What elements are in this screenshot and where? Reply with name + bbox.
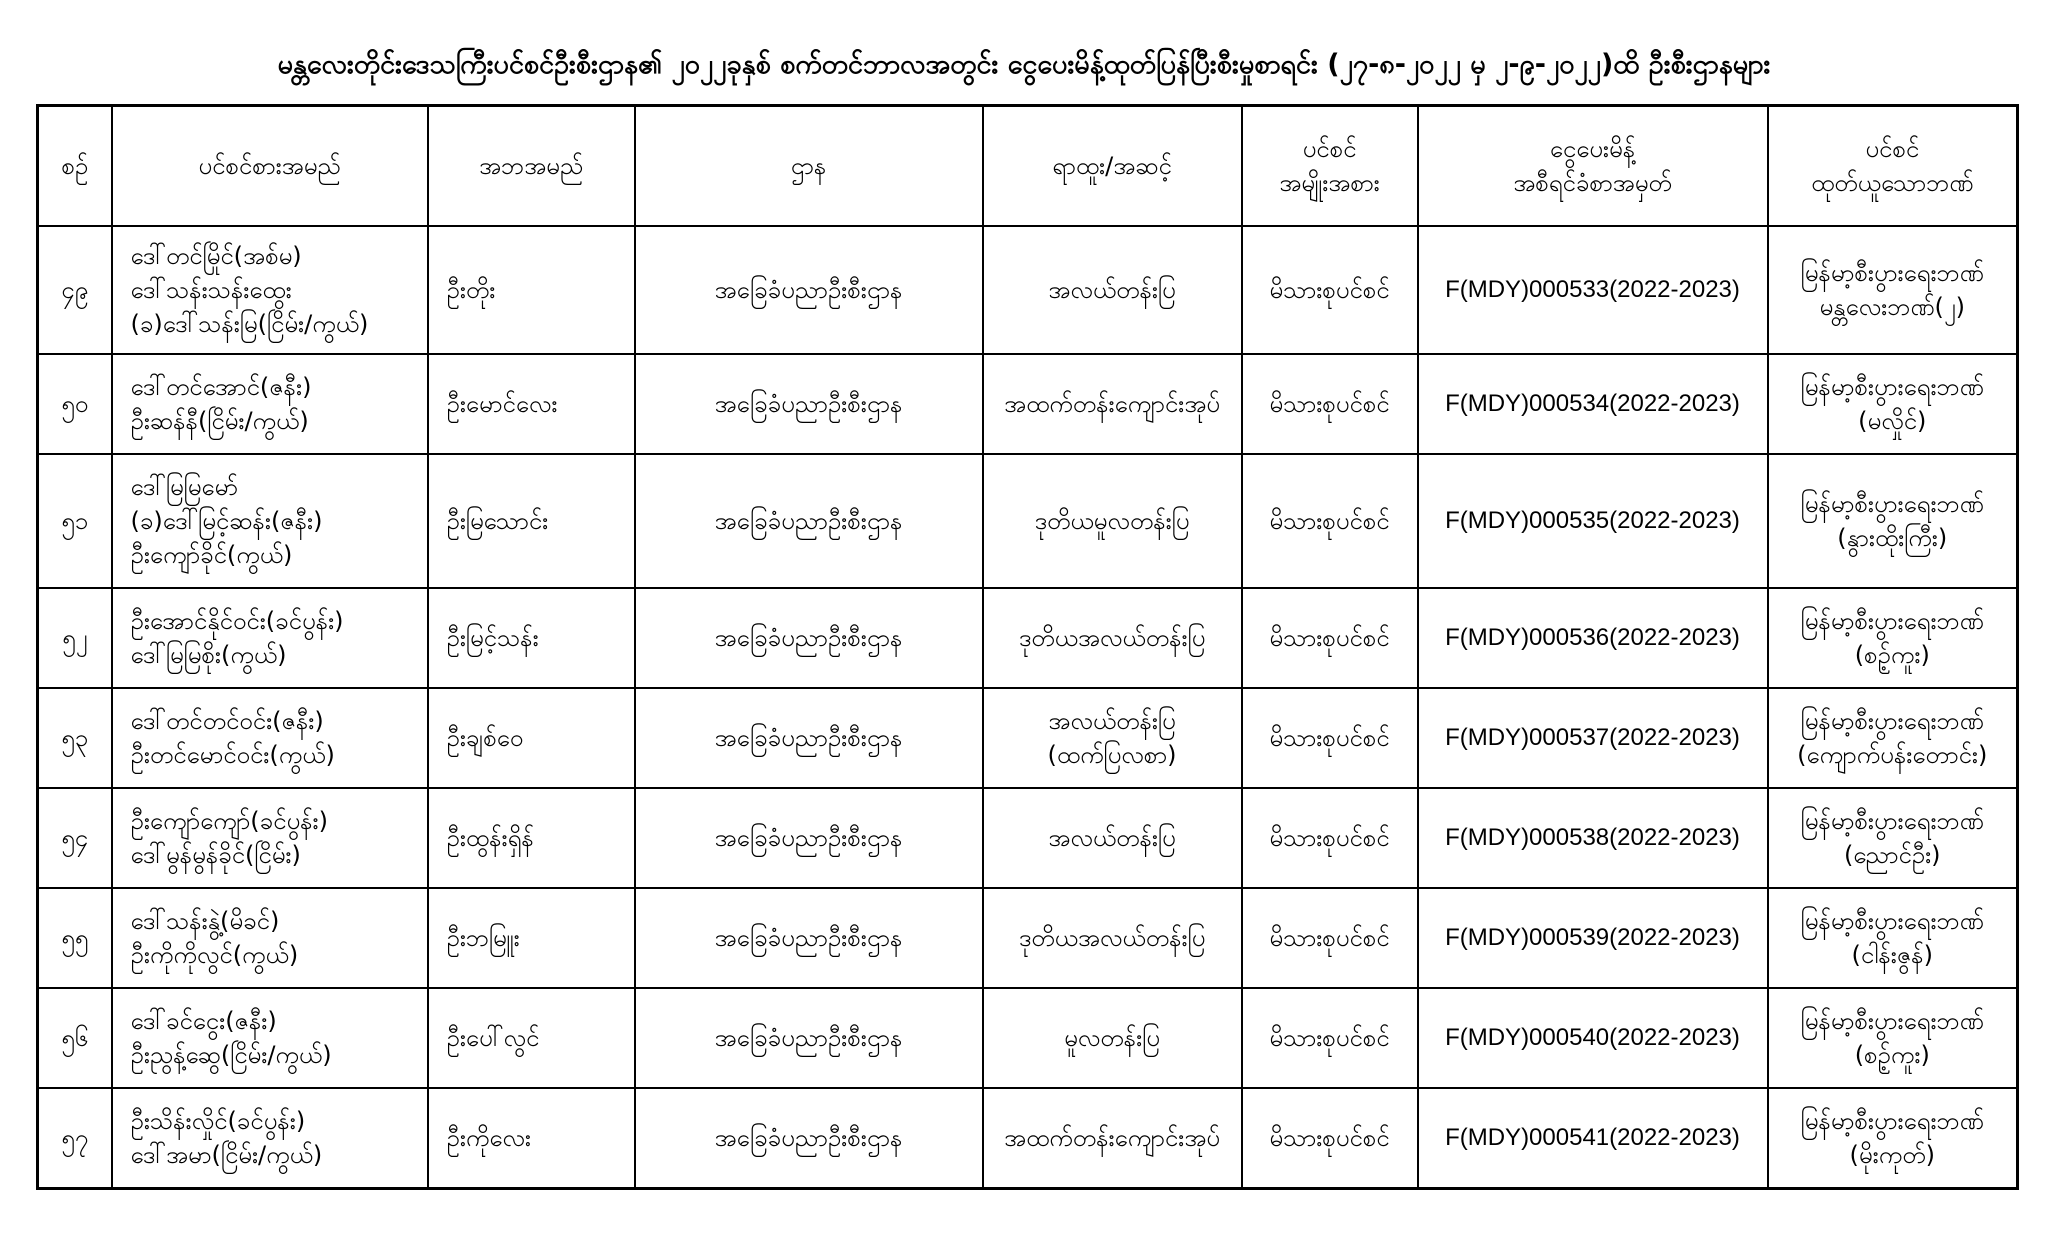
department-cell: အခြေခံပညာဦးစီးဌာန bbox=[635, 988, 983, 1088]
department-cell: အခြေခံပညာဦးစီးဌာန bbox=[635, 888, 983, 988]
cell-line: (ထက်ပြလစာ) bbox=[1047, 741, 1177, 769]
table-body bbox=[38, 226, 2018, 1188]
position-cell bbox=[983, 588, 1242, 688]
table-row bbox=[38, 588, 2018, 688]
bank-cell bbox=[1768, 588, 2018, 688]
position-cell bbox=[983, 988, 1242, 1088]
position-cell bbox=[983, 1088, 1242, 1188]
position-cell bbox=[983, 454, 1242, 588]
father-name-cell: ဦးကိုလေး bbox=[428, 1088, 635, 1188]
pensioner-name-cell bbox=[112, 226, 428, 354]
cell-line: အလယ်တန်းပြ bbox=[1048, 275, 1176, 304]
father-name-cell: ဦးမြသောင်း bbox=[428, 454, 635, 588]
pensioner-name-cell bbox=[112, 454, 428, 588]
father-name-cell: ဦးချစ်ဝေ bbox=[428, 688, 635, 788]
order-number-cell: F(MDY)000539(2022-2023) bbox=[1418, 888, 1768, 988]
cell-line: ဒေါ်သန်းနွဲ့(မိခင်) bbox=[130, 906, 280, 935]
serial-number-cell: ၅၀ bbox=[38, 354, 112, 454]
cell-line: ဦးဆန်နီ(ငြိမ်း/ကွယ်) bbox=[130, 407, 309, 435]
serial-number-cell: ၅၆ bbox=[38, 988, 112, 1088]
page-title: မန္တလေးတိုင်းဒေသကြီးပင်စင်ဦးစီးဌာန၏ ၂၀၂၂ခုနှစ် စက်တင်ဘာလအတွင်း ငွေပေးမိန့်ထုတ်ပြန်ပြီးစီးမှုစာရင်း (၂၇-၈-၂၀၂၂ မှ ၂-၉-၂၀၂၂)ထိ ဦးစီးဌာနများ bbox=[277, 49, 1771, 80]
order-number-cell: F(MDY)000541(2022-2023) bbox=[1418, 1088, 1768, 1188]
cell-line: မြန်မာ့စီးပွားရေးဘဏ် bbox=[1800, 706, 1984, 735]
cell-line: ဦးတင်မောင်ဝင်း(ကွယ်) bbox=[130, 741, 335, 769]
pensioner-name-cell bbox=[112, 688, 428, 788]
serial-number-cell: ၄၉ bbox=[38, 226, 112, 354]
department-cell: အခြေခံပညာဦးစီးဌာန bbox=[635, 688, 983, 788]
table-row bbox=[38, 1088, 2018, 1188]
cell-line: အဘအမည် bbox=[478, 151, 584, 180]
cell-line: မြန်မာ့စီးပွားရေးဘဏ် bbox=[1800, 1106, 1984, 1135]
cell-line: ဒေါ်တင်တင်ဝင်း(ဇနီး) bbox=[130, 706, 324, 735]
pensioner-name-cell bbox=[112, 1088, 428, 1188]
bank-cell bbox=[1768, 888, 2018, 988]
header-cell-serial bbox=[38, 106, 112, 227]
cell-line: ဒေါ်သန်းသန်းထွေး bbox=[130, 275, 292, 304]
cell-line: ဦးအောင်နိုင်ဝင်း(ခင်ပွန်း) bbox=[130, 606, 344, 635]
table-row bbox=[38, 354, 2018, 454]
department-cell: အခြေခံပညာဦးစီးဌာန bbox=[635, 1088, 983, 1188]
department-cell: အခြေခံပညာဦးစီးဌာန bbox=[635, 588, 983, 688]
cell-line: ဒေါ်ခင်ငွေး(ဇနီး) bbox=[130, 1006, 277, 1035]
serial-number-cell: ၅၇ bbox=[38, 1088, 112, 1188]
pension-type-cell: မိသားစုပင်စင် bbox=[1242, 354, 1418, 454]
cell-line: (ငါန်းဇွန်) bbox=[1851, 941, 1933, 969]
bank-cell bbox=[1768, 1088, 2018, 1188]
table-row bbox=[38, 988, 2018, 1088]
table-row bbox=[38, 788, 2018, 888]
header-cell-department bbox=[635, 106, 983, 227]
bank-cell bbox=[1768, 988, 2018, 1088]
pensioner-name-cell bbox=[112, 354, 428, 454]
father-name-cell: ဦးထွန်းရှိန် bbox=[428, 788, 635, 888]
pension-type-cell: မိသားစုပင်စင် bbox=[1242, 1088, 1418, 1188]
department-cell: အခြေခံပညာဦးစီးဌာန bbox=[635, 788, 983, 888]
cell-line: ဒုတိယမူလတန်းပြ bbox=[1034, 506, 1190, 535]
cell-line: (ကျောက်ပန်းတောင်း) bbox=[1797, 741, 1988, 769]
pension-type-cell: မိသားစုပင်စင် bbox=[1242, 788, 1418, 888]
cell-line: ဦးကျော်ခိုင်(ကွယ်) bbox=[130, 541, 293, 570]
cell-line: မြန်မာ့စီးပွားရေးဘဏ် bbox=[1800, 372, 1984, 401]
cell-line: (ညောင်ဦး) bbox=[1843, 841, 1941, 869]
position-cell bbox=[983, 888, 1242, 988]
header-cell-bank bbox=[1768, 106, 2018, 227]
header-cell-father-name bbox=[428, 106, 635, 227]
header-cell-pensioner-name bbox=[112, 106, 428, 227]
cell-line: မြန်မာ့စီးပွားရေးဘဏ် bbox=[1800, 258, 1984, 287]
serial-number-cell: ၅၄ bbox=[38, 788, 112, 888]
cell-line: မြန်မာ့စီးပွားရေးဘဏ် bbox=[1800, 1006, 1984, 1035]
pension-type-cell: မိသားစုပင်စင် bbox=[1242, 988, 1418, 1088]
father-name-cell: ဦးတိုး bbox=[428, 226, 635, 354]
cell-line: ဒေါ်မွန်မွန်ခိုင်(ငြိမ်း) bbox=[130, 841, 301, 869]
pension-type-cell: မိသားစုပင်စင် bbox=[1242, 454, 1418, 588]
cell-line: (ခ)ဒေါ်သန်းမြ(ငြိမ်း/ကွယ်) bbox=[130, 310, 369, 339]
cell-line: (မိုးကုတ်) bbox=[1849, 1140, 1935, 1169]
father-name-cell: ဦးဘမြူး bbox=[428, 888, 635, 988]
cell-line: ဦးညွန့်ဆွေ(ငြိမ်း/ကွယ်) bbox=[130, 1041, 332, 1069]
header-cell-pension-type bbox=[1242, 106, 1418, 227]
cell-line: မြန်မာ့စီးပွားရေးဘဏ် bbox=[1800, 606, 1984, 635]
cell-line: ထုတ်ယူသောဘဏ် bbox=[1811, 169, 1974, 197]
cell-line: (စဉ့်ကူး) bbox=[1854, 1041, 1930, 1069]
serial-number-cell: ၅၂ bbox=[38, 588, 112, 688]
cell-line: (ခ)ဒေါ်မြင့်ဆန်း(ဇနီး) bbox=[130, 506, 323, 535]
table-header-row bbox=[38, 106, 2018, 227]
bank-cell bbox=[1768, 226, 2018, 354]
father-name-cell: ဦးမောင်လေး bbox=[428, 354, 635, 454]
cell-line: ဦးကျော်ကျော်(ခင်ပွန်း) bbox=[130, 806, 329, 835]
department-cell: အခြေခံပညာဦးစီးဌာန bbox=[635, 226, 983, 354]
cell-line: (စဉ့်ကူး) bbox=[1854, 641, 1930, 669]
table-row bbox=[38, 888, 2018, 988]
cell-line: ဒေါ်မြမြမော် bbox=[130, 472, 239, 501]
cell-line: ဒေါ်တင်အောင်(ဇနီး) bbox=[130, 372, 312, 401]
cell-line: မြန်မာ့စီးပွားရေးဘဏ် bbox=[1800, 806, 1984, 835]
cell-line: မန္တလေးဘဏ်(၂) bbox=[1819, 293, 1966, 321]
position-cell bbox=[983, 354, 1242, 454]
pension-type-cell: မိသားစုပင်စင် bbox=[1242, 226, 1418, 354]
bank-cell bbox=[1768, 788, 2018, 888]
cell-line: ဌာန bbox=[790, 151, 827, 180]
cell-line: ရာထူး/အဆင့် bbox=[1052, 151, 1172, 180]
cell-line: မူလတန်းပြ bbox=[1064, 1023, 1160, 1052]
bank-cell bbox=[1768, 354, 2018, 454]
cell-line: အထက်တန်းကျောင်းအုပ် bbox=[1004, 389, 1220, 418]
cell-line: (နွားထိုးကြီး) bbox=[1837, 524, 1948, 552]
order-number-cell: F(MDY)000534(2022-2023) bbox=[1418, 354, 1768, 454]
header-cell-position bbox=[983, 106, 1242, 227]
cell-line: မြန်မာ့စီးပွားရေးဘဏ် bbox=[1800, 906, 1984, 935]
cell-line: (မလှိုင်) bbox=[1858, 407, 1927, 435]
cell-line: ပင်စင် bbox=[1865, 134, 1920, 163]
order-number-cell: F(MDY)000537(2022-2023) bbox=[1418, 688, 1768, 788]
father-name-cell: ဦးပေါ်လွင် bbox=[428, 988, 635, 1088]
department-cell: အခြေခံပညာဦးစီးဌာန bbox=[635, 454, 983, 588]
cell-line: အမျိုးအစား bbox=[1279, 169, 1380, 197]
pensioner-name-cell bbox=[112, 888, 428, 988]
cell-line: အလယ်တန်းပြ bbox=[1048, 823, 1176, 852]
cell-line: ဦးသိန်းလှိုင်(ခင်ပွန်း) bbox=[130, 1106, 306, 1135]
order-number-cell: F(MDY)000533(2022-2023) bbox=[1418, 226, 1768, 354]
pension-type-cell: မိသားစုပင်စင် bbox=[1242, 888, 1418, 988]
cell-line: မြန်မာ့စီးပွားရေးဘဏ် bbox=[1800, 489, 1984, 518]
cell-line: ဒေါ်မြမြစိုး(ကွယ်) bbox=[130, 641, 287, 669]
cell-line: ဒေါ်အမာ(ငြိမ်း/ကွယ်) bbox=[130, 1140, 323, 1169]
cell-line: ပင်စင် bbox=[1302, 134, 1357, 163]
cell-line: ပင်စင်စားအမည် bbox=[198, 151, 341, 180]
department-cell: အခြေခံပညာဦးစီးဌာန bbox=[635, 354, 983, 454]
pension-type-cell: မိသားစုပင်စင် bbox=[1242, 588, 1418, 688]
bank-cell bbox=[1768, 454, 2018, 588]
cell-line: စဉ် bbox=[61, 151, 89, 180]
table-row bbox=[38, 688, 2018, 788]
bank-cell bbox=[1768, 688, 2018, 788]
header-cell-order-number bbox=[1418, 106, 1768, 227]
order-number-cell: F(MDY)000540(2022-2023) bbox=[1418, 988, 1768, 1088]
order-number-cell: F(MDY)000538(2022-2023) bbox=[1418, 788, 1768, 888]
pensioner-name-cell bbox=[112, 988, 428, 1088]
pensioner-name-cell bbox=[112, 788, 428, 888]
pension-payment-table bbox=[36, 104, 2019, 1190]
serial-number-cell: ၅၅ bbox=[38, 888, 112, 988]
serial-number-cell: ၅၃ bbox=[38, 688, 112, 788]
father-name-cell: ဦးမြင့်သန်း bbox=[428, 588, 635, 688]
cell-line: အလယ်တန်းပြ bbox=[1048, 706, 1176, 735]
cell-line: ဦးကိုကိုလွင်(ကွယ်) bbox=[130, 941, 299, 969]
position-cell bbox=[983, 688, 1242, 788]
position-cell bbox=[983, 226, 1242, 354]
order-number-cell: F(MDY)000536(2022-2023) bbox=[1418, 588, 1768, 688]
serial-number-cell: ၅၁ bbox=[38, 454, 112, 588]
pensioner-name-cell bbox=[112, 588, 428, 688]
cell-line: ဒုတိယအလယ်တန်းပြ bbox=[1018, 923, 1206, 952]
cell-line: ဒေါ်တင်မြိုင်(အစ်မ) bbox=[130, 241, 302, 270]
cell-line: အထက်တန်းကျောင်းအုပ် bbox=[1004, 1123, 1220, 1152]
cell-line: အစီရင်ခံစာအမှတ် bbox=[1513, 169, 1672, 197]
position-cell bbox=[983, 788, 1242, 888]
cell-line: ဒုတိယအလယ်တန်းပြ bbox=[1018, 623, 1206, 652]
cell-line: ငွေပေးမိန့် bbox=[1549, 134, 1636, 163]
table-row bbox=[38, 454, 2018, 588]
pension-type-cell: မိသားစုပင်စင် bbox=[1242, 688, 1418, 788]
order-number-cell: F(MDY)000535(2022-2023) bbox=[1418, 454, 1768, 588]
table-row bbox=[38, 226, 2018, 354]
